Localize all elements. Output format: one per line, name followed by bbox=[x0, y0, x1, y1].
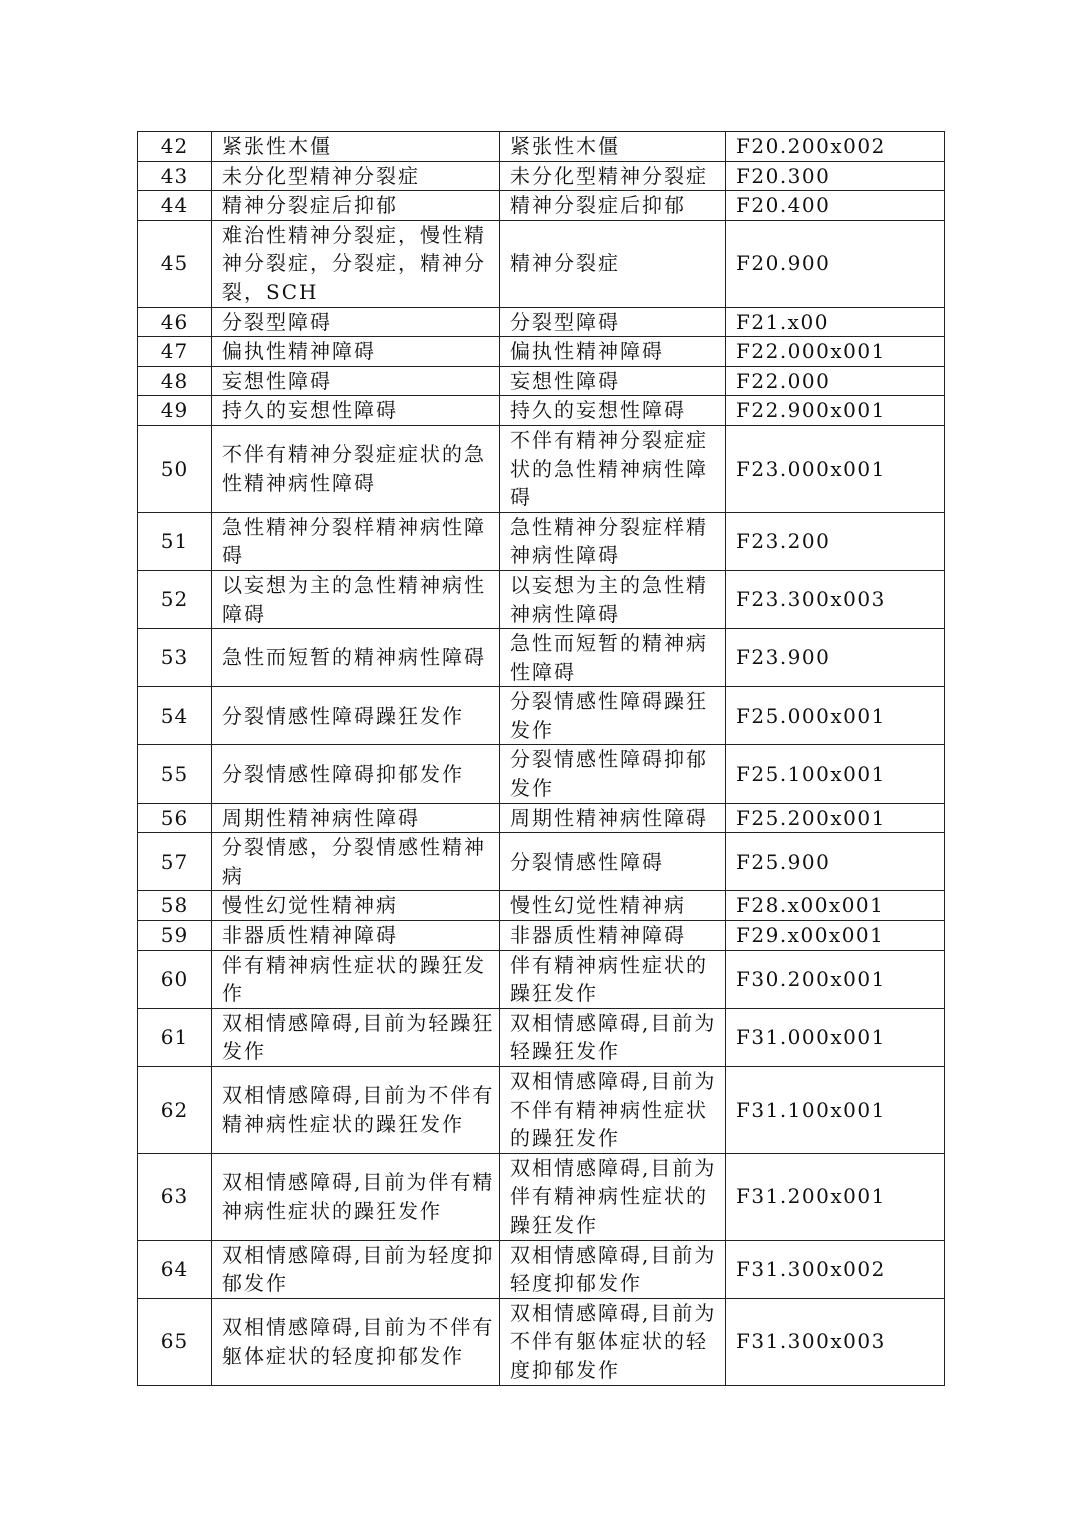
row-number-cell: 47 bbox=[138, 337, 212, 367]
diagnosis-name-cell: 精神分裂症后抑郁 bbox=[212, 191, 500, 221]
standard-name-cell: 精神分裂症后抑郁 bbox=[500, 191, 726, 221]
diagnosis-name-cell: 双相情感障碍,目前为轻躁狂发作 bbox=[212, 1008, 500, 1066]
diagnosis-name-cell: 双相情感障碍,目前为不伴有精神病性症状的躁狂发作 bbox=[212, 1067, 500, 1154]
diagnosis-code-cell: F31.300x003 bbox=[726, 1298, 945, 1385]
standard-name-cell: 偏执性精神障碍 bbox=[500, 337, 726, 367]
table-row bbox=[138, 921, 945, 951]
table-row bbox=[138, 512, 945, 570]
diagnosis-code-cell: F29.x00x001 bbox=[726, 921, 945, 951]
diagnosis-code-cell: F25.200x001 bbox=[726, 803, 945, 833]
standard-name-cell: 急性精神分裂症样精神病性障碍 bbox=[500, 512, 726, 570]
diagnosis-name-cell: 周期性精神病性障碍 bbox=[212, 803, 500, 833]
table-row bbox=[138, 1240, 945, 1298]
row-number-cell: 45 bbox=[138, 220, 212, 307]
table-row bbox=[138, 803, 945, 833]
diagnosis-name-cell: 分裂情感性障碍躁狂发作 bbox=[212, 687, 500, 745]
diagnosis-code-cell: F22.000x001 bbox=[726, 337, 945, 367]
diagnosis-code-cell: F20.200x002 bbox=[726, 132, 945, 162]
row-number-cell: 62 bbox=[138, 1067, 212, 1154]
diagnosis-name-cell: 急性而短暂的精神病性障碍 bbox=[212, 629, 500, 687]
row-number-cell: 64 bbox=[138, 1240, 212, 1298]
diagnosis-name-cell: 双相情感障碍,目前为轻度抑郁发作 bbox=[212, 1240, 500, 1298]
table-body bbox=[138, 132, 945, 1386]
diagnosis-code-cell: F31.100x001 bbox=[726, 1067, 945, 1154]
diagnosis-name-cell: 持久的妄想性障碍 bbox=[212, 396, 500, 426]
diagnosis-code-cell: F25.000x001 bbox=[726, 687, 945, 745]
diagnosis-code-cell: F22.000 bbox=[726, 366, 945, 396]
diagnosis-name-cell: 非器质性精神障碍 bbox=[212, 921, 500, 951]
table-row bbox=[138, 425, 945, 512]
diagnosis-code-cell: F22.900x001 bbox=[726, 396, 945, 426]
diagnosis-code-table bbox=[137, 131, 945, 1386]
standard-name-cell: 持久的妄想性障碍 bbox=[500, 396, 726, 426]
diagnosis-name-cell: 未分化型精神分裂症 bbox=[212, 161, 500, 191]
table-row bbox=[138, 337, 945, 367]
standard-name-cell: 伴有精神病性症状的躁狂发作 bbox=[500, 950, 726, 1008]
standard-name-cell: 分裂型障碍 bbox=[500, 307, 726, 337]
diagnosis-code-cell: F25.100x001 bbox=[726, 745, 945, 803]
standard-name-cell: 非器质性精神障碍 bbox=[500, 921, 726, 951]
diagnosis-code-cell: F30.200x001 bbox=[726, 950, 945, 1008]
diagnosis-name-cell: 以妄想为主的急性精神病性障碍 bbox=[212, 570, 500, 628]
row-number-cell: 49 bbox=[138, 396, 212, 426]
row-number-cell: 53 bbox=[138, 629, 212, 687]
diagnosis-code-cell: F23.900 bbox=[726, 629, 945, 687]
table-row bbox=[138, 629, 945, 687]
diagnosis-name-cell: 分裂型障碍 bbox=[212, 307, 500, 337]
row-number-cell: 42 bbox=[138, 132, 212, 162]
diagnosis-code-cell: F28.x00x001 bbox=[726, 891, 945, 921]
diagnosis-name-cell: 偏执性精神障碍 bbox=[212, 337, 500, 367]
row-number-cell: 55 bbox=[138, 745, 212, 803]
diagnosis-name-cell: 慢性幻觉性精神病 bbox=[212, 891, 500, 921]
diagnosis-code-cell: F31.000x001 bbox=[726, 1008, 945, 1066]
table-row bbox=[138, 687, 945, 745]
table-row bbox=[138, 745, 945, 803]
diagnosis-name-cell: 双相情感障碍,目前为不伴有躯体症状的轻度抑郁发作 bbox=[212, 1298, 500, 1385]
diagnosis-code-cell: F20.300 bbox=[726, 161, 945, 191]
standard-name-cell: 慢性幻觉性精神病 bbox=[500, 891, 726, 921]
standard-name-cell: 周期性精神病性障碍 bbox=[500, 803, 726, 833]
diagnosis-code-cell: F31.300x002 bbox=[726, 1240, 945, 1298]
diagnosis-name-cell: 分裂情感性障碍抑郁发作 bbox=[212, 745, 500, 803]
standard-name-cell: 双相情感障碍,目前为不伴有躯体症状的轻度抑郁发作 bbox=[500, 1298, 726, 1385]
row-number-cell: 58 bbox=[138, 891, 212, 921]
table-row bbox=[138, 833, 945, 891]
diagnosis-code-cell: F20.400 bbox=[726, 191, 945, 221]
table-row bbox=[138, 1153, 945, 1240]
diagnosis-name-cell: 难治性精神分裂症，慢性精神分裂症，分裂症，精神分裂，SCH bbox=[212, 220, 500, 307]
diagnosis-code-cell: F20.900 bbox=[726, 220, 945, 307]
row-number-cell: 61 bbox=[138, 1008, 212, 1066]
standard-name-cell: 精神分裂症 bbox=[500, 220, 726, 307]
standard-name-cell: 双相情感障碍,目前为轻躁狂发作 bbox=[500, 1008, 726, 1066]
row-number-cell: 63 bbox=[138, 1153, 212, 1240]
table-row bbox=[138, 1008, 945, 1066]
standard-name-cell: 急性而短暂的精神病性障碍 bbox=[500, 629, 726, 687]
row-number-cell: 54 bbox=[138, 687, 212, 745]
standard-name-cell: 分裂情感性障碍 bbox=[500, 833, 726, 891]
diagnosis-name-cell: 急性精神分裂样精神病性障碍 bbox=[212, 512, 500, 570]
row-number-cell: 65 bbox=[138, 1298, 212, 1385]
standard-name-cell: 双相情感障碍,目前为轻度抑郁发作 bbox=[500, 1240, 726, 1298]
standard-name-cell: 双相情感障碍,目前为伴有精神病性症状的躁狂发作 bbox=[500, 1153, 726, 1240]
standard-name-cell: 双相情感障碍,目前为不伴有精神病性症状的躁狂发作 bbox=[500, 1067, 726, 1154]
diagnosis-code-cell: F23.200 bbox=[726, 512, 945, 570]
diagnosis-code-cell: F25.900 bbox=[726, 833, 945, 891]
table-row bbox=[138, 161, 945, 191]
row-number-cell: 52 bbox=[138, 570, 212, 628]
table-row bbox=[138, 307, 945, 337]
row-number-cell: 50 bbox=[138, 425, 212, 512]
table-row bbox=[138, 570, 945, 628]
diagnosis-code-cell: F23.300x003 bbox=[726, 570, 945, 628]
row-number-cell: 48 bbox=[138, 366, 212, 396]
row-number-cell: 44 bbox=[138, 191, 212, 221]
row-number-cell: 56 bbox=[138, 803, 212, 833]
standard-name-cell: 妄想性障碍 bbox=[500, 366, 726, 396]
standard-name-cell: 紧张性木僵 bbox=[500, 132, 726, 162]
row-number-cell: 43 bbox=[138, 161, 212, 191]
standard-name-cell: 未分化型精神分裂症 bbox=[500, 161, 726, 191]
diagnosis-code-cell: F21.x00 bbox=[726, 307, 945, 337]
row-number-cell: 46 bbox=[138, 307, 212, 337]
standard-name-cell: 分裂情感性障碍抑郁发作 bbox=[500, 745, 726, 803]
diagnosis-name-cell: 伴有精神病性症状的躁狂发作 bbox=[212, 950, 500, 1008]
diagnosis-name-cell: 双相情感障碍,目前为伴有精神病性症状的躁狂发作 bbox=[212, 1153, 500, 1240]
table-row bbox=[138, 1067, 945, 1154]
diagnosis-code-cell: F23.000x001 bbox=[726, 425, 945, 512]
standard-name-cell: 分裂情感性障碍躁狂发作 bbox=[500, 687, 726, 745]
diagnosis-name-cell: 妄想性障碍 bbox=[212, 366, 500, 396]
table-row bbox=[138, 366, 945, 396]
table-row bbox=[138, 891, 945, 921]
table-row bbox=[138, 132, 945, 162]
standard-name-cell: 不伴有精神分裂症症状的急性精神病性障碍 bbox=[500, 425, 726, 512]
table-row bbox=[138, 950, 945, 1008]
row-number-cell: 60 bbox=[138, 950, 212, 1008]
diagnosis-name-cell: 紧张性木僵 bbox=[212, 132, 500, 162]
table-row bbox=[138, 220, 945, 307]
table-row bbox=[138, 191, 945, 221]
diagnosis-name-cell: 不伴有精神分裂症症状的急性精神病性障碍 bbox=[212, 425, 500, 512]
row-number-cell: 59 bbox=[138, 921, 212, 951]
diagnosis-name-cell: 分裂情感，分裂情感性精神病 bbox=[212, 833, 500, 891]
table-row bbox=[138, 1298, 945, 1385]
row-number-cell: 51 bbox=[138, 512, 212, 570]
diagnosis-code-cell: F31.200x001 bbox=[726, 1153, 945, 1240]
table-row bbox=[138, 396, 945, 426]
row-number-cell: 57 bbox=[138, 833, 212, 891]
standard-name-cell: 以妄想为主的急性精神病性障碍 bbox=[500, 570, 726, 628]
